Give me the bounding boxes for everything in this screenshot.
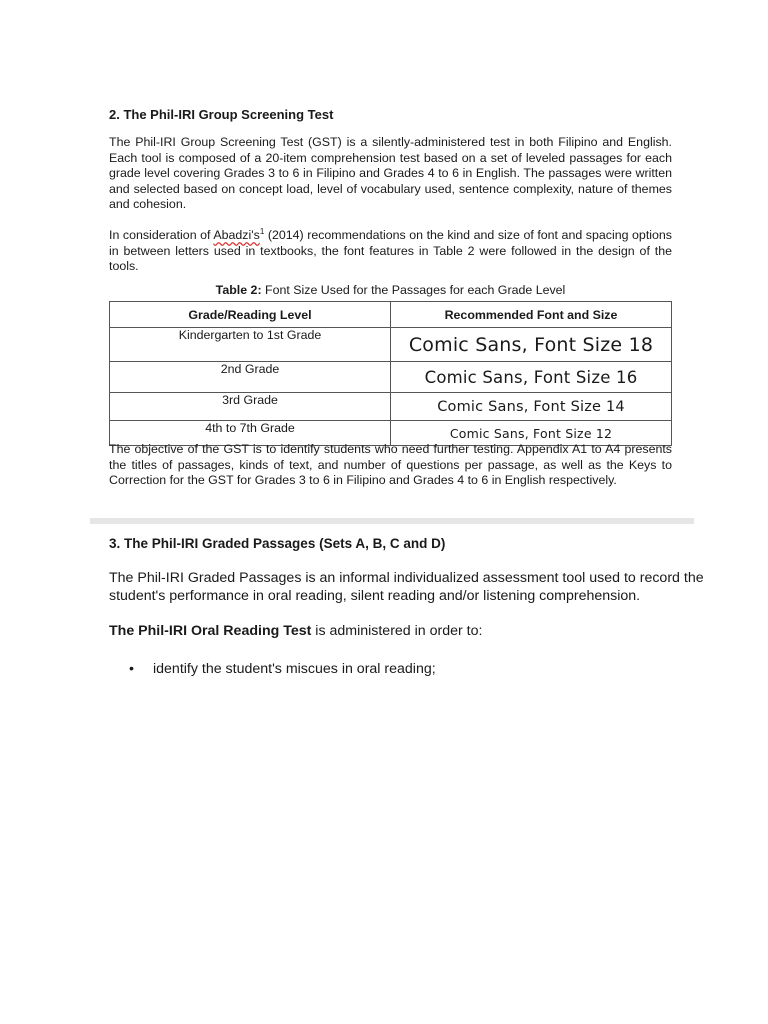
section-2-heading: 2. The Phil-IRI Group Screening Test	[109, 107, 334, 122]
table-header-row	[110, 302, 672, 328]
table-cell-font: Comic Sans, Font Size 12	[391, 421, 672, 446]
bullet-icon: •	[129, 661, 134, 677]
list-item	[129, 661, 436, 677]
table-header-font: Recommended Font and Size	[391, 302, 672, 328]
section-2-paragraph-1: The Phil-IRI Group Screening Test (GST) is a silently-administered test in both Filipino and English. Each tool is composed of a 20-item comprehension test based on a set of leveled passages for each grade level covering Grades 3 to 6 in Filipino and Grades 4 to 6 in English. The passages were written and selected based on concept load, level of vocabulary used, sentence complexity, nature of themes and cohesion.	[109, 135, 672, 212]
table-row	[110, 362, 672, 393]
section-2-paragraph-3: The objective of the GST is to identify students who need further testing. Appendix A1 to A4 presents the titles of passages, kinds of text, and number of questions per passage, as well as the Keys to Correction for the GST for Grades 3 to 6 in Filipino and Grades 4 to 6 in English respectively.	[109, 442, 672, 488]
paragraph-2-rest: (2014) recommendations on the kind and size of font and spacing options in between letters used in textbooks, the font features in Table 2 were followed in the design of the tools.	[109, 228, 672, 274]
footnote-marker: 1	[259, 227, 265, 236]
table-cell-font: Comic Sans, Font Size 18	[391, 328, 672, 362]
table-row	[110, 393, 672, 421]
section-3-paragraph-1: The Phil-IRI Graded Passages is an informal individualized assessment tool used to record the student's performance in oral reading, silent reading and/or listening comprehension.	[109, 570, 704, 604]
table-cell-grade: 2nd Grade	[110, 362, 391, 393]
spellcheck-word: Abadzi's	[213, 228, 260, 243]
section-3-paragraph-2-rest: is administered in order to:	[311, 623, 483, 639]
section-3-heading: 3. The Phil-IRI Graded Passages (Sets A, B, C and D)	[109, 536, 446, 551]
oral-reading-test-label: The Phil-IRI Oral Reading Test	[109, 623, 312, 639]
paragraph-2-intro: In consideration of	[109, 228, 214, 243]
section-2-paragraph-2	[109, 224, 672, 275]
font-size-table	[109, 301, 672, 446]
table-caption-label: Table 2:	[215, 283, 262, 297]
table-cell-grade: Kindergarten to 1st Grade	[110, 328, 391, 362]
table-cell-grade: 4th to 7th Grade	[110, 421, 391, 446]
list-item-text: identify the student's miscues in oral reading;	[153, 661, 436, 677]
section-3-paragraph-2	[109, 623, 709, 639]
table-row	[110, 328, 672, 362]
table-cell-font: Comic Sans, Font Size 16	[391, 362, 672, 393]
table-caption-text: Font Size Used for the Passages for each Grade Level	[261, 283, 566, 297]
table-cell-font: Comic Sans, Font Size 14	[391, 393, 672, 421]
table-header-grade: Grade/Reading Level	[110, 302, 391, 328]
table-caption	[109, 283, 672, 297]
table-cell-grade: 3rd Grade	[110, 393, 391, 421]
page-divider	[90, 518, 694, 524]
